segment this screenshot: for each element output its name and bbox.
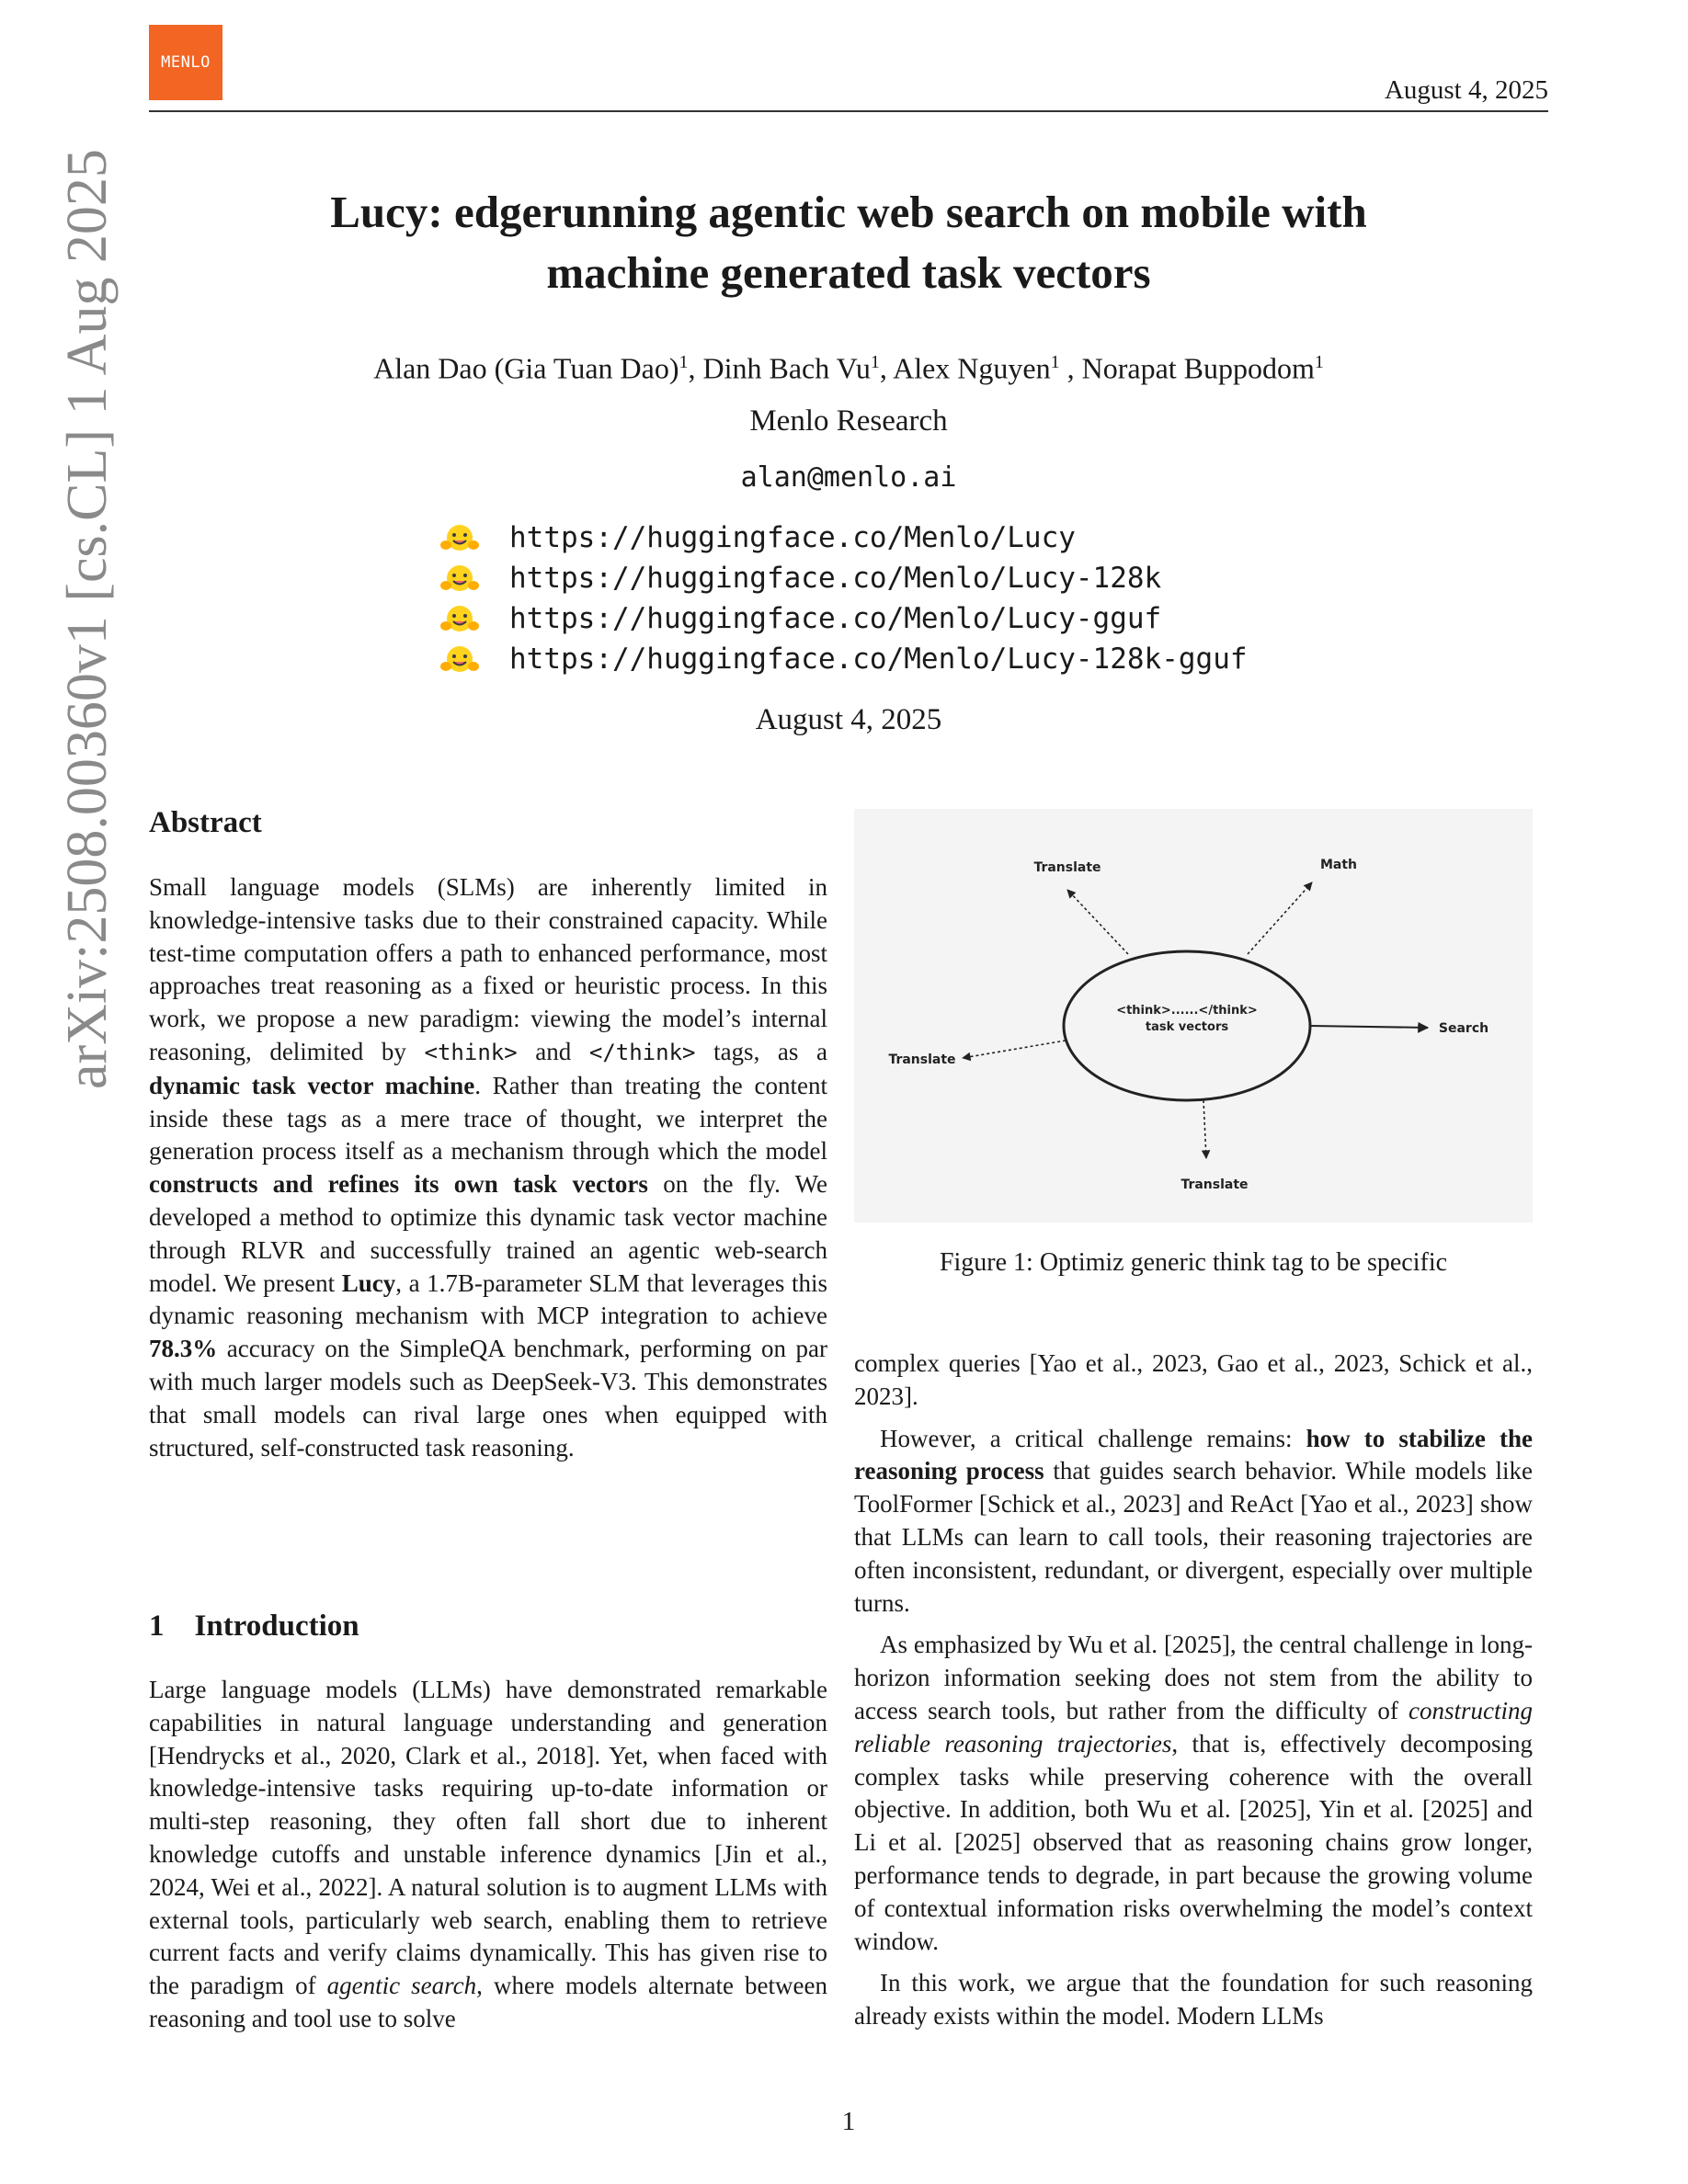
title-line-2: machine generated task vectors bbox=[546, 247, 1151, 298]
author-name: Alan Dao (Gia Tuan Dao) bbox=[373, 351, 679, 385]
huggingface-link[interactable]: https://huggingface.co/Menlo/Lucy bbox=[509, 521, 1076, 554]
author-affil-mark: 1 bbox=[1314, 352, 1324, 372]
arrow-bottom bbox=[1203, 1100, 1206, 1158]
author-affil-mark: 1 bbox=[679, 352, 689, 372]
link-row bbox=[439, 639, 1248, 679]
link-row bbox=[439, 518, 1248, 558]
hugging-face-icon bbox=[439, 603, 480, 634]
arrow-top-left bbox=[1067, 890, 1128, 954]
abstract-section bbox=[149, 807, 827, 840]
link-row bbox=[439, 598, 1248, 639]
arxiv-stamp: arXiv:2508.00360v1 [cs.CL] 1 Aug 2025 bbox=[56, 149, 119, 1089]
affiliation: Menlo Research bbox=[749, 404, 948, 438]
author-name: Norapat Buppodom bbox=[1081, 351, 1315, 385]
link-row bbox=[439, 558, 1248, 598]
author-affil-mark: 1 bbox=[1050, 352, 1060, 372]
author-name: Alex Nguyen bbox=[893, 351, 1051, 385]
figure-1 bbox=[854, 809, 1533, 1223]
abstract-heading: Abstract bbox=[149, 806, 262, 839]
arrow-right bbox=[1310, 1026, 1428, 1028]
menlo-logo bbox=[149, 25, 222, 100]
section-title: Introduction bbox=[194, 1610, 359, 1643]
translate-label-left: Translate bbox=[888, 1052, 956, 1067]
hugging-face-icon bbox=[439, 643, 480, 675]
paragraph: In this work, we argue that the foundation for such reasoning already exists within the model. Modern LLMs bbox=[854, 1969, 1533, 2030]
hugging-face-icon bbox=[439, 522, 480, 553]
think-tag-code: <think> bbox=[424, 1039, 518, 1065]
huggingface-link[interactable]: https://huggingface.co/Menlo/Lucy-128k-gguf bbox=[509, 643, 1248, 676]
abstract-paragraph: Small language models (SLMs) are inherently limited in knowledge-intensive tasks due to their constrained capacity. While test-time computation offers a path to enhanced performance, most approaches treat reasoning as a fixed or heuristic process. In this work, we propose a new paradigm: viewing the model’s internal reasoning, delimited by <think> and </think> tags, as a dynamic task vector machine. Rather than treating the content inside these tags as a mere trace of thought, we interpret the generation process itself as a mechanism through which the model constructs and refines its own task vectors on the fly. We developed a method to optimize this dynamic task vector machine through RLVR and successfully trained an agentic web-search model. We present Lucy, a 1.7B-parameter SLM that leverages this dynamic reasoning mechanism with MCP integration to achieve 78.3% accuracy on the SimpleQA benchmark, performing on par with much larger models such as DeepSeek-V3. This demonstrates that small models can rival large ones when equipped with structured, self-constructed task reasoning. bbox=[149, 873, 828, 1462]
author-affil-mark: 1 bbox=[870, 352, 880, 372]
paper-title bbox=[149, 182, 1548, 303]
translate-label-top: Translate bbox=[1033, 860, 1101, 875]
right-column-text bbox=[854, 1348, 1533, 2033]
title-line-1: Lucy: edgerunning agentic web search on mobile with bbox=[330, 187, 1367, 237]
think-tag-label: <think>......</think> bbox=[1116, 1004, 1258, 1018]
email-link[interactable]: alan@menlo.ai bbox=[740, 461, 957, 494]
logo-text: MENLO bbox=[161, 53, 211, 72]
figure-caption: Figure 1: Optimiz generic think tag to be specific bbox=[939, 1248, 1448, 1277]
close-think-tag-code: </think> bbox=[588, 1039, 696, 1065]
author-name: Dinh Bach Vu bbox=[702, 351, 871, 385]
paragraph: As emphasized by Wu et al. [2025], the central challenge in long-horizon information seeking does not stem from the ability to access search tools, but rather from the difficulty of constructing reliable reasoning trajectories, that is, effectively decomposing complex tasks while preserving coherence with the overall objective. In addition, both Wu et al. [2025], Yin et al. [2025] and Li et al. [2025] observed that as reasoning chains grow longer, performance tends to degrade, in part because the growing volume of contextual information risks overwhelming the model’s context window. bbox=[854, 1631, 1533, 1955]
introduction-body bbox=[149, 1674, 827, 2036]
arrow-left bbox=[963, 1041, 1066, 1058]
page-number: 1 bbox=[841, 2107, 856, 2136]
math-label: Math bbox=[1319, 858, 1358, 872]
paragraph: complex queries [Yao et al., 2023, Gao et al., 2023, Schick et al., 2023]. bbox=[854, 1349, 1533, 1410]
model-links bbox=[439, 518, 1248, 679]
huggingface-link[interactable]: https://huggingface.co/Menlo/Lucy-128k bbox=[509, 562, 1162, 595]
section-number: 1 bbox=[149, 1610, 165, 1643]
introduction-heading bbox=[149, 1610, 827, 1644]
introduction-paragraph: Large language models (LLMs) have demonstrated remarkable capabilities in natural language understanding and generation [Hendrycks et al., 2020, Clark et al., 2018]. Yet, when faced with knowledge-intensive tasks requiring up-to-date information or multi-step reasoning, they often fall short due to inherent knowledge cutoffs and unstable inference dynamics [Jin et al., 2024, Wei et al., 2022]. A natural solution is to augment LLMs with external tools, particularly web search, enabling them to retrieve current facts and verify claims dynamically. This has given rise to the paradigm of agentic search, where models alternate between reasoning and tool use to solve bbox=[149, 1676, 827, 2032]
header-date: August 4, 2025 bbox=[1384, 75, 1548, 105]
translate-label-bottom: Translate bbox=[1180, 1177, 1249, 1192]
paragraph: However, a critical challenge remains: how to stabilize the reasoning process that guides search behavior. While models like ToolFormer [Schick et al., 2023] and ReAct [Yao et al., 2023] show that LLMs can learn to call tools, their reasoning trajectories are often inconsistent, redundant, or divergent, especially over multiple turns. bbox=[854, 1424, 1534, 1617]
paper-date: August 4, 2025 bbox=[755, 703, 942, 736]
hugging-face-icon bbox=[439, 563, 480, 594]
search-label: Search bbox=[1438, 1021, 1489, 1036]
abstract-body bbox=[149, 871, 827, 1464]
author-list: Alan Dao (Gia Tuan Dao)$^1$, Dinh Bach Vu$^1$, Alex Nguyen$^1$ , Norapat Buppodom$^1$ bbox=[373, 351, 1324, 385]
task-vectors-label: task vectors bbox=[1145, 1020, 1229, 1034]
task-vector-diagram bbox=[854, 809, 1533, 1223]
arrow-top-right bbox=[1248, 882, 1312, 954]
header-rule bbox=[149, 110, 1548, 112]
huggingface-link[interactable]: https://huggingface.co/Menlo/Lucy-gguf bbox=[509, 602, 1162, 635]
